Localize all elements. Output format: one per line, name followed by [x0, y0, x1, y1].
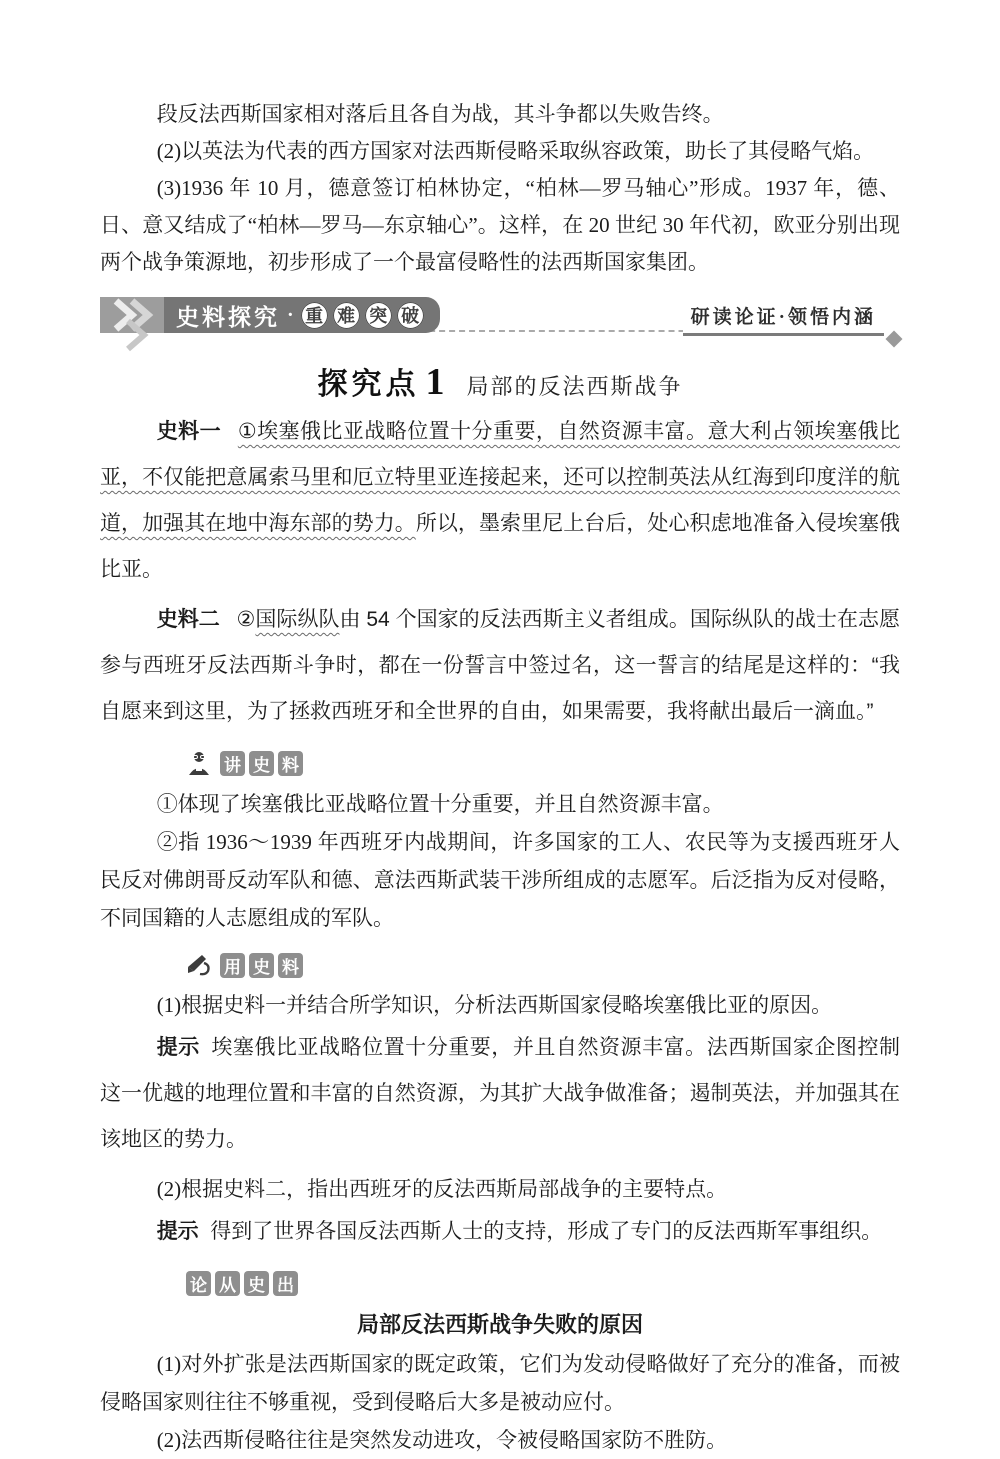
answer-2 [100, 1209, 900, 1255]
conclusion-title: 局部反法西斯战争失败的原因 [356, 1312, 643, 1337]
explore-point-heading [100, 359, 900, 405]
answer-1 [100, 1025, 900, 1163]
banner-right-slogan: 研读论证·领悟内涵 [683, 302, 884, 336]
banner-title-bar [164, 297, 440, 333]
banner-circle-char: 破 [397, 302, 424, 329]
conclusion-section [100, 1345, 900, 1459]
banner-separator: · [287, 303, 294, 326]
tag-char: 史 [249, 751, 274, 776]
explain-paragraph: ①体现了埃塞俄比亚战略位置十分重要，并且自然资源丰富。 [156, 792, 724, 816]
explain-materials-tag [186, 749, 900, 777]
intro-paragraph: 段反法西斯国家相对落后且各自为战，其斗争都以失败告终。 [156, 102, 724, 126]
material-2-rest-text: 由 54 个国家的反法西斯主义者组成。国际纵队的战士在志愿参与西班牙反法西斯斗争时，都在一份誓言中签过名，这一誓言的结尾是这样的：“我自愿来到这里，为了拯救西班牙和全世界的自由，如果需要，我将献出最后一滴血。” [100, 608, 901, 723]
material-2-underlined-text: 国际纵队 [255, 608, 340, 631]
intro-section [100, 96, 900, 281]
conclusion-paragraph: (1)对外扩张是法西斯国家的既定政策，它们为发动侵略做好了充分的准备，而被侵略国家则往往不够重视，受到侵略后大多是被动应付。 [100, 1352, 900, 1414]
hint-label: 提示 [156, 1220, 199, 1243]
material-2 [100, 597, 900, 735]
teacher-icon [186, 749, 216, 777]
diamond-icon [886, 331, 903, 348]
material-1-underlined-text: ①埃塞俄比亚战略位置十分重要，自然资源丰富。意大利占领埃塞俄比亚，不仅能把意属索马里和厄立特里亚连接起来，还可以控制英法从红海到印度洋的航道，加强其在地中海东部的势力。 [100, 420, 901, 535]
banner-circle-char: 难 [333, 302, 360, 329]
hint-label: 提示 [156, 1036, 200, 1059]
conclusion-paragraph: (2)法西斯侵略往往是突然发动进攻，令被侵略国家防不胜防。 [156, 1428, 728, 1452]
banner-bar-group [100, 297, 440, 333]
banner-circle-char: 重 [301, 302, 328, 329]
explore-point-title: 局部的反法西斯战争 [466, 374, 683, 399]
explain-paragraph: ②指 1936～1939 年西班牙内战期间，许多国家的工人、农民等为支援西班牙人民反对佛朗哥反动军队和德、意法西斯武装干涉所组成的志愿军。后泛指为反对侵略，不同国籍的人志愿组成的军队。 [100, 830, 900, 930]
pen-icon [186, 951, 216, 979]
explain-section [100, 785, 900, 937]
explore-point-label: 探究点 [317, 368, 420, 401]
tag-char: 史 [244, 1271, 269, 1296]
tag-char: 从 [215, 1271, 240, 1296]
explore-point-number: 1 [425, 361, 445, 403]
tag-char: 料 [278, 953, 303, 978]
material-2-marker: ② [236, 608, 256, 631]
banner-circle-char: 突 [365, 302, 392, 329]
material-1 [100, 409, 900, 593]
tag-char: 料 [278, 751, 303, 776]
tag-char: 讲 [220, 751, 245, 776]
question-2: (2)根据史料二，指出西班牙的反法西斯局部战争的主要特点。 [156, 1177, 728, 1201]
intro-paragraph: (3)1936 年 10 月，德意签订柏林协定，“柏林—罗马轴心”形成。1937 年，德、日、意又结成了“柏林—罗马—东京轴心”。这样，在 20 世纪 30 年代初，欧亚分别出现两个战争策源地，初步形成了一个最富侵略性的法西斯国家集团。 [100, 176, 900, 274]
intro-paragraph: (2)以英法为代表的西方国家对法西斯侵略采取纵容政策，助长了其侵略气焰。 [156, 139, 875, 163]
section-banner [100, 297, 900, 347]
material-2-label: 史料二 [156, 608, 220, 631]
material-1-label: 史料一 [156, 420, 222, 443]
material-1-rest-text: 所以，墨索里尼上台后，处心积虑地准备入侵埃塞俄比亚。 [100, 512, 900, 581]
tag-char: 史 [249, 953, 274, 978]
banner-title: 史料探究 [176, 303, 280, 330]
double-chevron-icon [100, 297, 164, 333]
tag-char: 出 [273, 1271, 298, 1296]
answer-2-text: 得到了世界各国反法西斯人士的支持，形成了专门的反法西斯军事组织。 [210, 1220, 883, 1243]
answer-1-text: 埃塞俄比亚战略位置十分重要，并且自然资源丰富。法西斯国家企图控制这一优越的地理位置和丰富的自然资源，为其扩大战争做准备；遏制英法，并加强其在该地区的势力。 [100, 1036, 900, 1151]
use-materials-tag [186, 951, 900, 979]
tag-char: 用 [220, 953, 245, 978]
question-1: (1)根据史料一并结合所学知识，分析法西斯国家侵略埃塞俄比亚的原因。 [156, 993, 833, 1017]
tag-char: 论 [186, 1271, 211, 1296]
conclusion-tag [186, 1269, 900, 1297]
